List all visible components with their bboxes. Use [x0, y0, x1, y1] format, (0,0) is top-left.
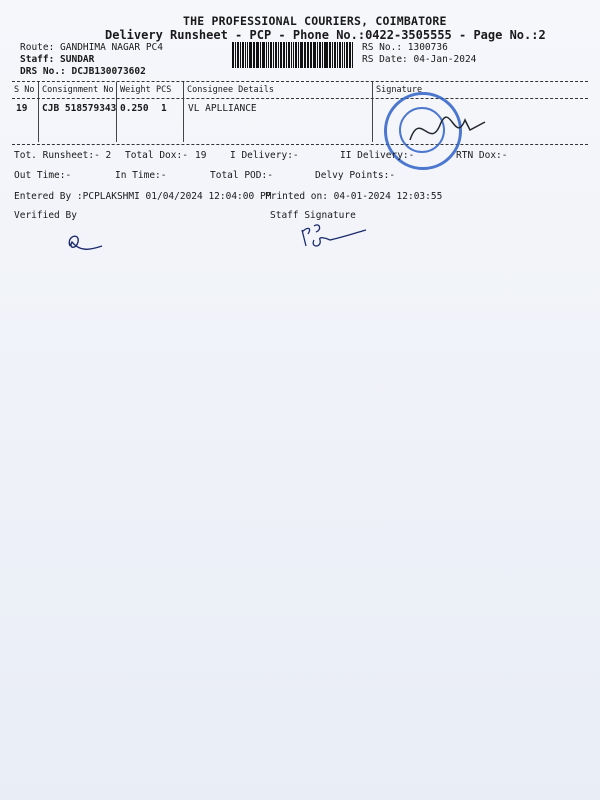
total-dox-label: Total Dox:- — [125, 150, 188, 161]
out-time: Out Time:- — [14, 170, 72, 181]
entered-by: Entered By :PCPLAKSHMI 01/04/2024 12:04:00 PM — [14, 191, 272, 202]
row-consignee: VL APLLIANCE — [188, 103, 257, 114]
printed-on: Printed on: 04-01-2024 12:03:55 — [265, 191, 443, 202]
table-top-rule — [12, 81, 588, 82]
header-consignee: Consignee Details — [187, 85, 274, 95]
col-sep-1 — [38, 82, 39, 142]
rtn-dox: RTN Dox:- — [456, 150, 508, 161]
rs-date: RS Date: 04-Jan-2024 — [362, 54, 477, 65]
header-sno: S No — [14, 85, 35, 95]
table-bottom-rule — [12, 144, 588, 145]
row-consignment: CJB 518579343 — [42, 103, 117, 114]
row-weight: 0.250 — [120, 103, 149, 114]
ii-delivery: II Delivery:- — [340, 150, 415, 161]
i-delivery: I Delivery:- — [230, 150, 299, 161]
header-pcs: PCS — [156, 85, 172, 95]
col-sep-3 — [183, 82, 184, 142]
col-sep-4 — [372, 82, 373, 142]
verifier-signature — [62, 228, 112, 258]
barcode — [232, 42, 354, 68]
rs-number: RS No.: 1300736 — [362, 42, 448, 53]
row-pcs: 1 — [161, 103, 167, 114]
staff-signature — [296, 218, 376, 254]
company-title: THE PROFESSIONAL COURIERS, COIMBATORE — [183, 14, 447, 28]
header-weight: Weight — [120, 85, 151, 95]
table-header-rule — [12, 98, 588, 99]
runsheet-title: Delivery Runsheet - PCP - Phone No.:0422-3505555 - Page No.:2 — [105, 28, 546, 42]
total-runsheet: Tot. Runsheet:- 2 — [14, 150, 112, 161]
staff-label: Staff: SUNDAR — [20, 54, 95, 65]
staff-signature-label: Staff Signature — [270, 210, 356, 221]
drs-number: DRS No.: DCJB130073602 — [20, 66, 146, 77]
total-pod: Total POD:- — [210, 170, 273, 181]
header-consignment: Consignment No — [42, 85, 114, 95]
verified-by-label: Verified By — [14, 210, 77, 221]
total-dox-value: 19 — [195, 150, 207, 161]
delivery-points: Delvy Points:- — [315, 170, 396, 181]
row-sno: 19 — [16, 103, 28, 114]
in-time: In Time:- — [115, 170, 167, 181]
header-signature: Signature — [376, 85, 423, 95]
route-label: Route: GANDHIMA NAGAR PC4 — [20, 42, 163, 53]
